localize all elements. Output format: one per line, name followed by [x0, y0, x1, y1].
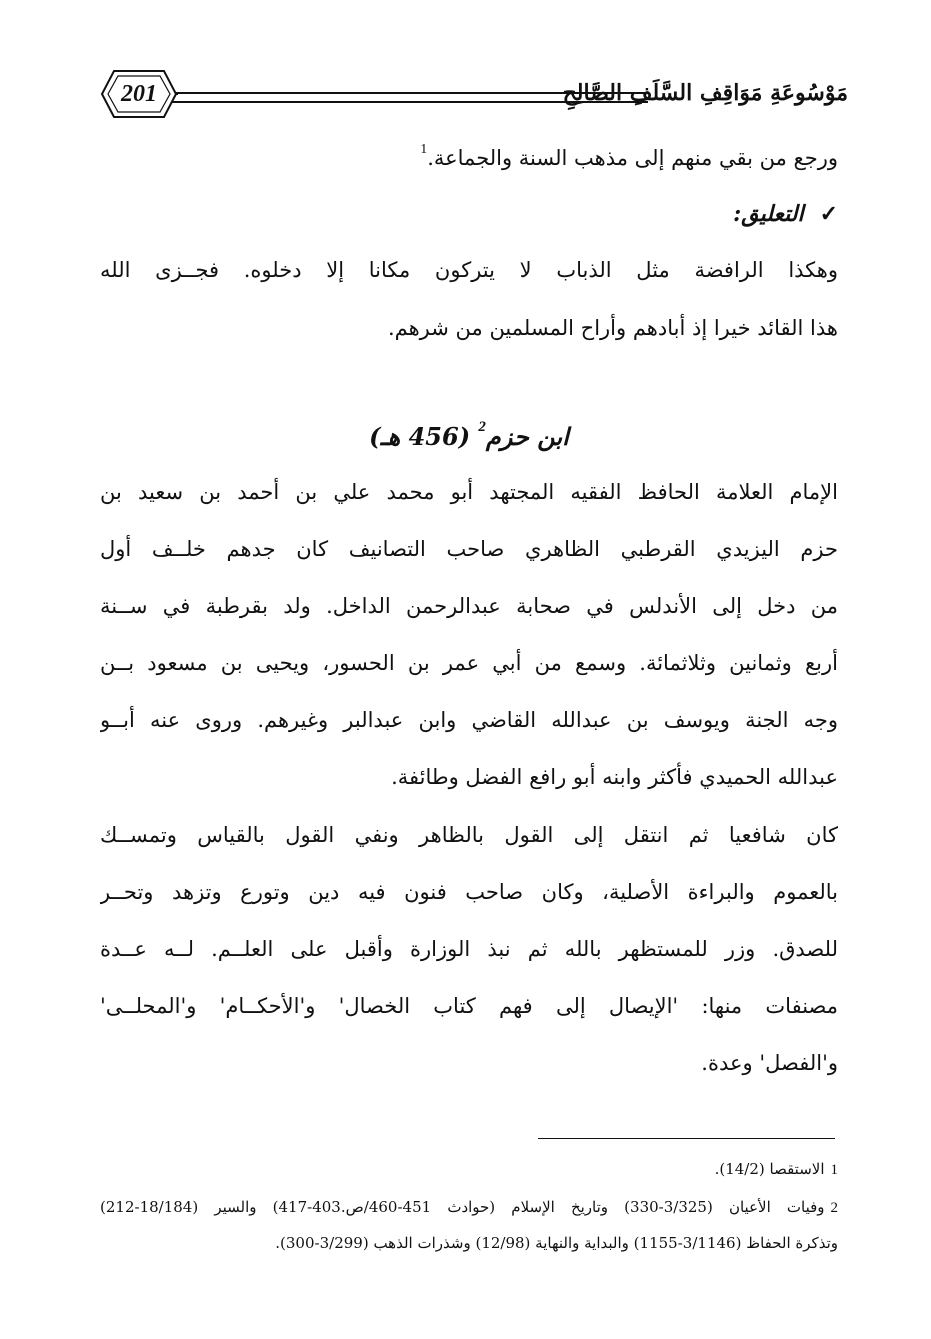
paragraph-line: و'الفصل' وعدة. [701, 1051, 838, 1075]
page-header [100, 66, 848, 124]
footnote-2-text-1: وفيات الأعيان (3/325-330) وتاريخ الإسلام (حوادث 451-460/ص.403-417) والسير (18/184-212) [100, 1198, 825, 1216]
paragraph-line: مصنفات منها: 'الإيصال إلى فهم كتاب الخصال' و'الأحكــام' و'المحلــى' [100, 994, 838, 1018]
paragraph-line: حزم اليزيدي القرطبي الظاهري صاحب التصانيف كان جدهم خلــف أول [100, 537, 838, 561]
footnote-1-text: الاستقصا (14/2). [714, 1160, 825, 1178]
series-title: مَوْسُوعَةِ مَوَاقِفِ السَّلَفِ الصَّالِحِ [562, 80, 848, 106]
commentary-heading [733, 192, 838, 236]
biography-paragraph-1 [100, 470, 838, 800]
footnote-ref-2: 2 [478, 419, 486, 435]
footnote-2-line-2: وتذكرة الحفاظ (3/1146-1155) والبداية والنهاية (12/98) وشذرات الذهب (3/299-300). [275, 1234, 838, 1252]
paragraph-line: بالعموم والبراءة الأصلية، وكان صاحب فنون فيه دين وتورع وتزهد وتحــر [100, 880, 838, 904]
biography-title-name: ابن حزم [485, 422, 569, 451]
commentary-line: هذا القائد خيرا إذ أبادهم وأراح المسلمين من شرهم. [387, 316, 838, 340]
carryover-line [100, 136, 838, 180]
checkmark-icon: ✓ [819, 201, 838, 227]
carryover-text: ورجع من بقي منهم إلى مذهب السنة والجماعة. [427, 146, 838, 170]
paragraph-line: من دخل إلى الأندلس في صحابة عبدالرحمن الداخل. ولد بقرطبة في ســنة [100, 594, 838, 618]
biography-paragraph-2 [100, 813, 838, 1103]
commentary-line: وهكذا الرافضة مثل الذباب لا يتركون مكانا إلا دخلوه. فجــزى الله [100, 258, 838, 282]
biography-title [100, 412, 838, 462]
paragraph-line: عبدالله الحميدي فأكثر وابنه أبو رافع الفضل وطائفة. [391, 765, 838, 789]
footnote-2-line-1 [100, 1190, 838, 1224]
footnote-1 [100, 1152, 838, 1186]
footnote-ref-1: 1 [420, 142, 428, 157]
commentary-section [100, 136, 838, 340]
footnote-separator [538, 1138, 835, 1139]
paragraph-line: كان شافعيا ثم انتقل إلى القول بالظاهر ونفي القول بالقياس وتمســك [100, 823, 838, 847]
page-number-badge [100, 68, 178, 120]
page-number: 201 [121, 81, 157, 107]
paragraph-line: للصدق. وزر للمستظهر بالله ثم نبذ الوزارة وأقبل على العلــم. لــه عــدة [100, 937, 838, 961]
footnote-2-number: 2 [830, 1200, 838, 1216]
paragraph-line: وجه الجنة ويوسف بن عبدالله القاضي وابن عبدالبر وغيرهم. وروى عنه أبــو [100, 708, 838, 732]
paragraph-line: الإمام العلامة الحافظ الفقيه المجتهد أبو محمد علي بن أحمد بن سعيد بن [100, 480, 838, 504]
biography-title-year: (456 هـ) [369, 422, 471, 451]
commentary-heading-text: التعليق: [733, 201, 804, 227]
paragraph-line: أربع وثمانين وثلاثمائة. وسمع من أبي عمر بن الحسور، ويحيى بن مسعود بــن [100, 651, 838, 675]
footnote-1-number: 1 [830, 1162, 838, 1178]
